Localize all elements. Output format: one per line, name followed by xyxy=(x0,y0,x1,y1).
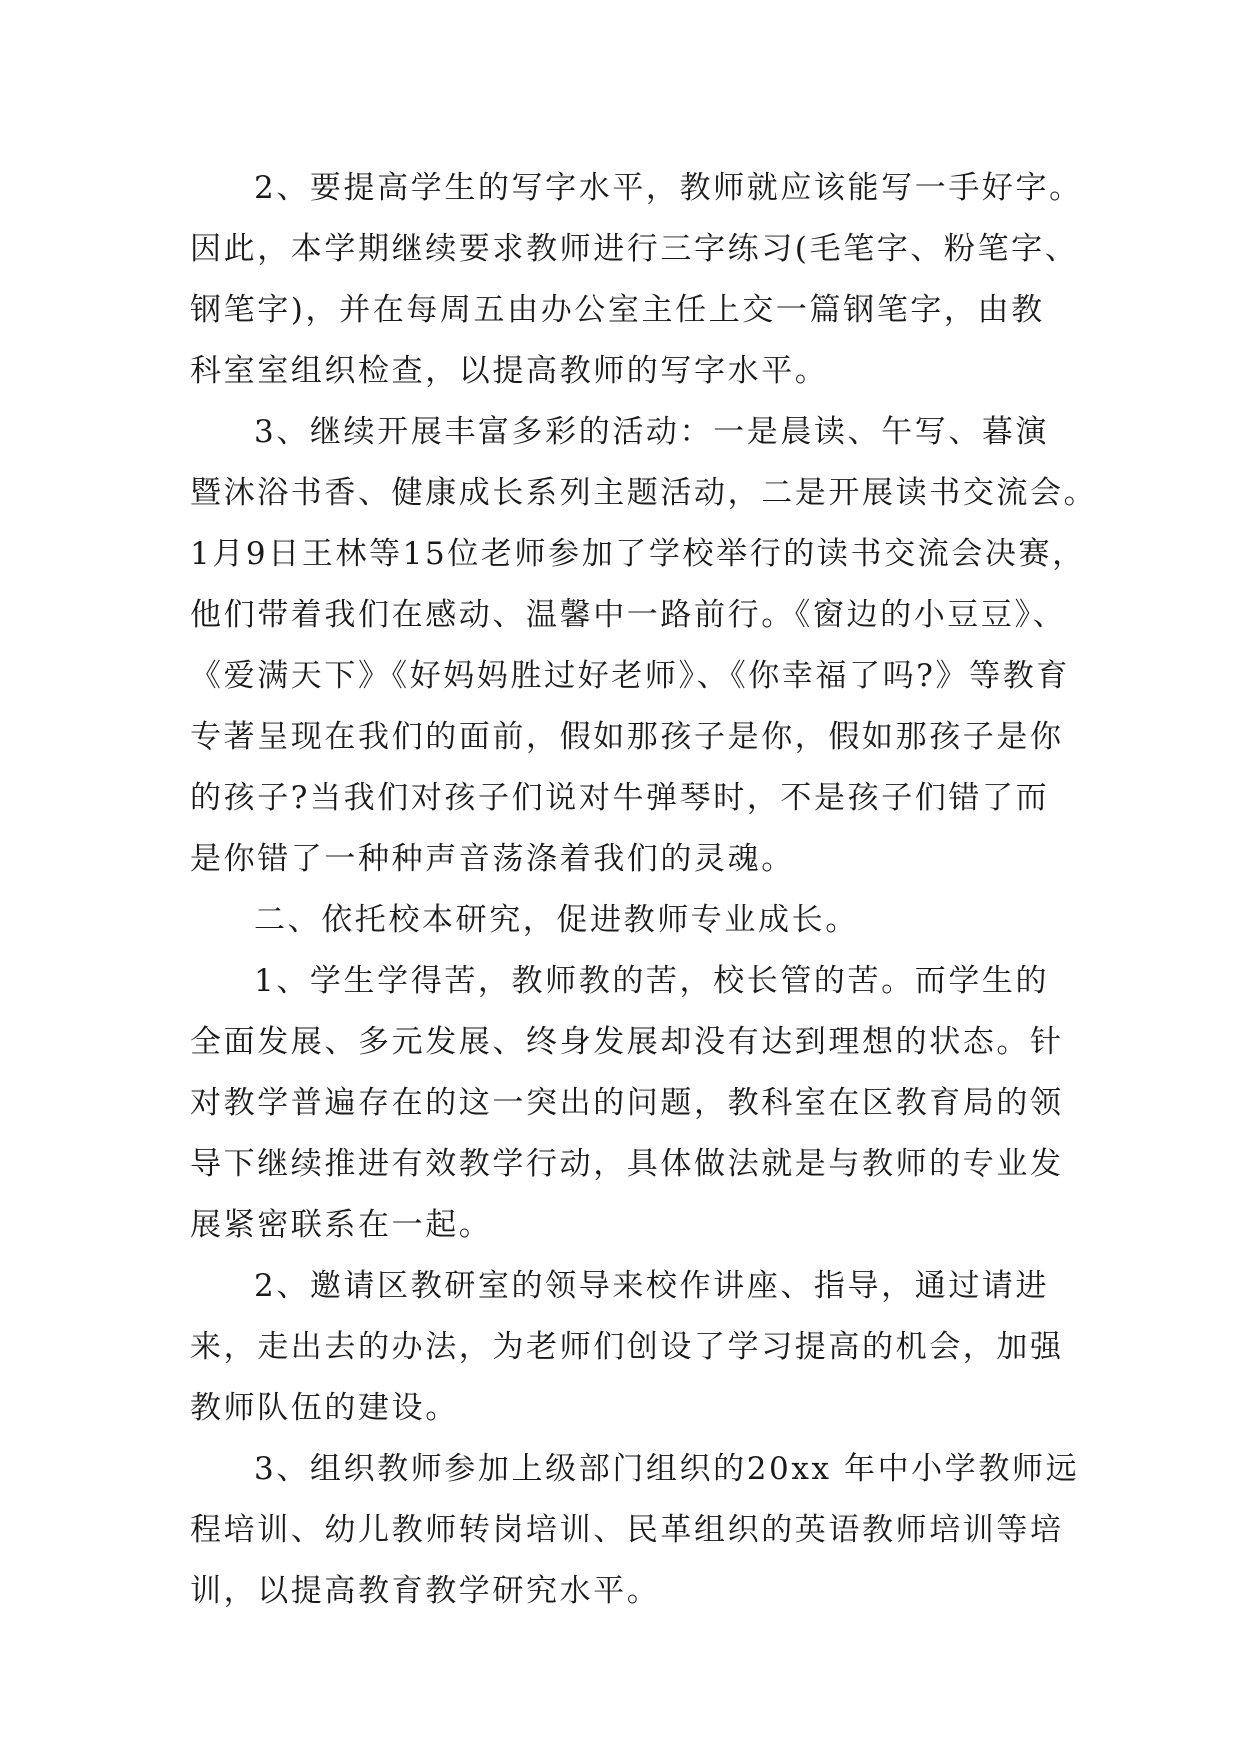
paragraph-writing-level xyxy=(190,158,1083,402)
text-line: 钢笔字)，并在每周五由办公室主任上交一篇钢笔字，由教 xyxy=(190,292,1045,328)
paragraph-effective-teaching xyxy=(190,951,1064,1256)
document-page xyxy=(190,158,1098,1622)
section-heading xyxy=(190,890,1060,951)
text-line: 来，走出去的办法，为老师们创设了学习提高的机会，加强 xyxy=(190,1329,1064,1365)
text-line: 展紧密联系在一起。 xyxy=(190,1207,493,1243)
text-line: 的孩子?当我们对孩子们说对牛弹琴时，不是孩子们错了而 xyxy=(190,780,1050,816)
text-line: 因此，本学期继续要求教师进行三字练习(毛笔字、粉笔字、 xyxy=(190,231,1079,267)
text-line: 他们带着我们在感动、温馨中一路前行。《窗边的小豆豆》、 xyxy=(190,597,1067,633)
text-line: 1月9日王林等15位老师参加了学校举行的读书交流会决赛， xyxy=(190,536,1086,572)
text-line: 科室室组织检查，以提高教师的写字水平。 xyxy=(190,353,829,389)
text-line: 2、要提高学生的写字水平，教师就应该能写一手好字。 xyxy=(254,170,1083,206)
text-line: 3、继续开展丰富多彩的活动：一是晨读、午写、暮演 xyxy=(254,414,1050,450)
text-line: 《爱满天下》《好妈妈胜过好老师》、《你幸福了吗?》等教育 xyxy=(190,658,1070,694)
text-line: 1、学生学得苦，教师教的苦，校长管的苦。而学生的 xyxy=(254,963,1050,999)
text-line: 教师队伍的建设。 xyxy=(190,1390,459,1426)
text-line: 暨沐浴书香、健康成长系列主题活动，二是开展读书交流会。 xyxy=(190,475,1098,511)
paragraph-reading-activities xyxy=(190,402,1098,890)
text-line: 训，以提高教育教学研究水平。 xyxy=(190,1573,661,1609)
text-line: 专著呈现在我们的面前，假如那孩子是你，假如那孩子是你 xyxy=(190,719,1064,755)
text-line: 导下继续推进有效教学行动，具体做法就是与教师的专业发 xyxy=(190,1146,1064,1182)
text-line: 对教学普遍存在的这一突出的问题，教科室在区教育局的领 xyxy=(190,1085,1064,1121)
text-line: 程培训、幼儿教师转岗培训、民革组织的英语教师培训等培 xyxy=(190,1512,1064,1548)
text-line: 3、组织教师参加上级部门组织的20xx 年中小学教师远 xyxy=(254,1451,1080,1487)
paragraph-lectures xyxy=(190,1256,1064,1439)
paragraph-training xyxy=(190,1439,1080,1622)
text-line: 是你错了一种种声音荡涤着我们的灵魂。 xyxy=(190,841,795,877)
text-line: 2、邀请区教研室的领导来校作讲座、指导，通过请进 xyxy=(254,1268,1050,1304)
text-line: 二、依托校本研究，促进教师专业成长。 xyxy=(254,902,859,938)
text-line: 全面发展、多元发展、终身发展却没有达到理想的状态。针 xyxy=(190,1024,1064,1060)
